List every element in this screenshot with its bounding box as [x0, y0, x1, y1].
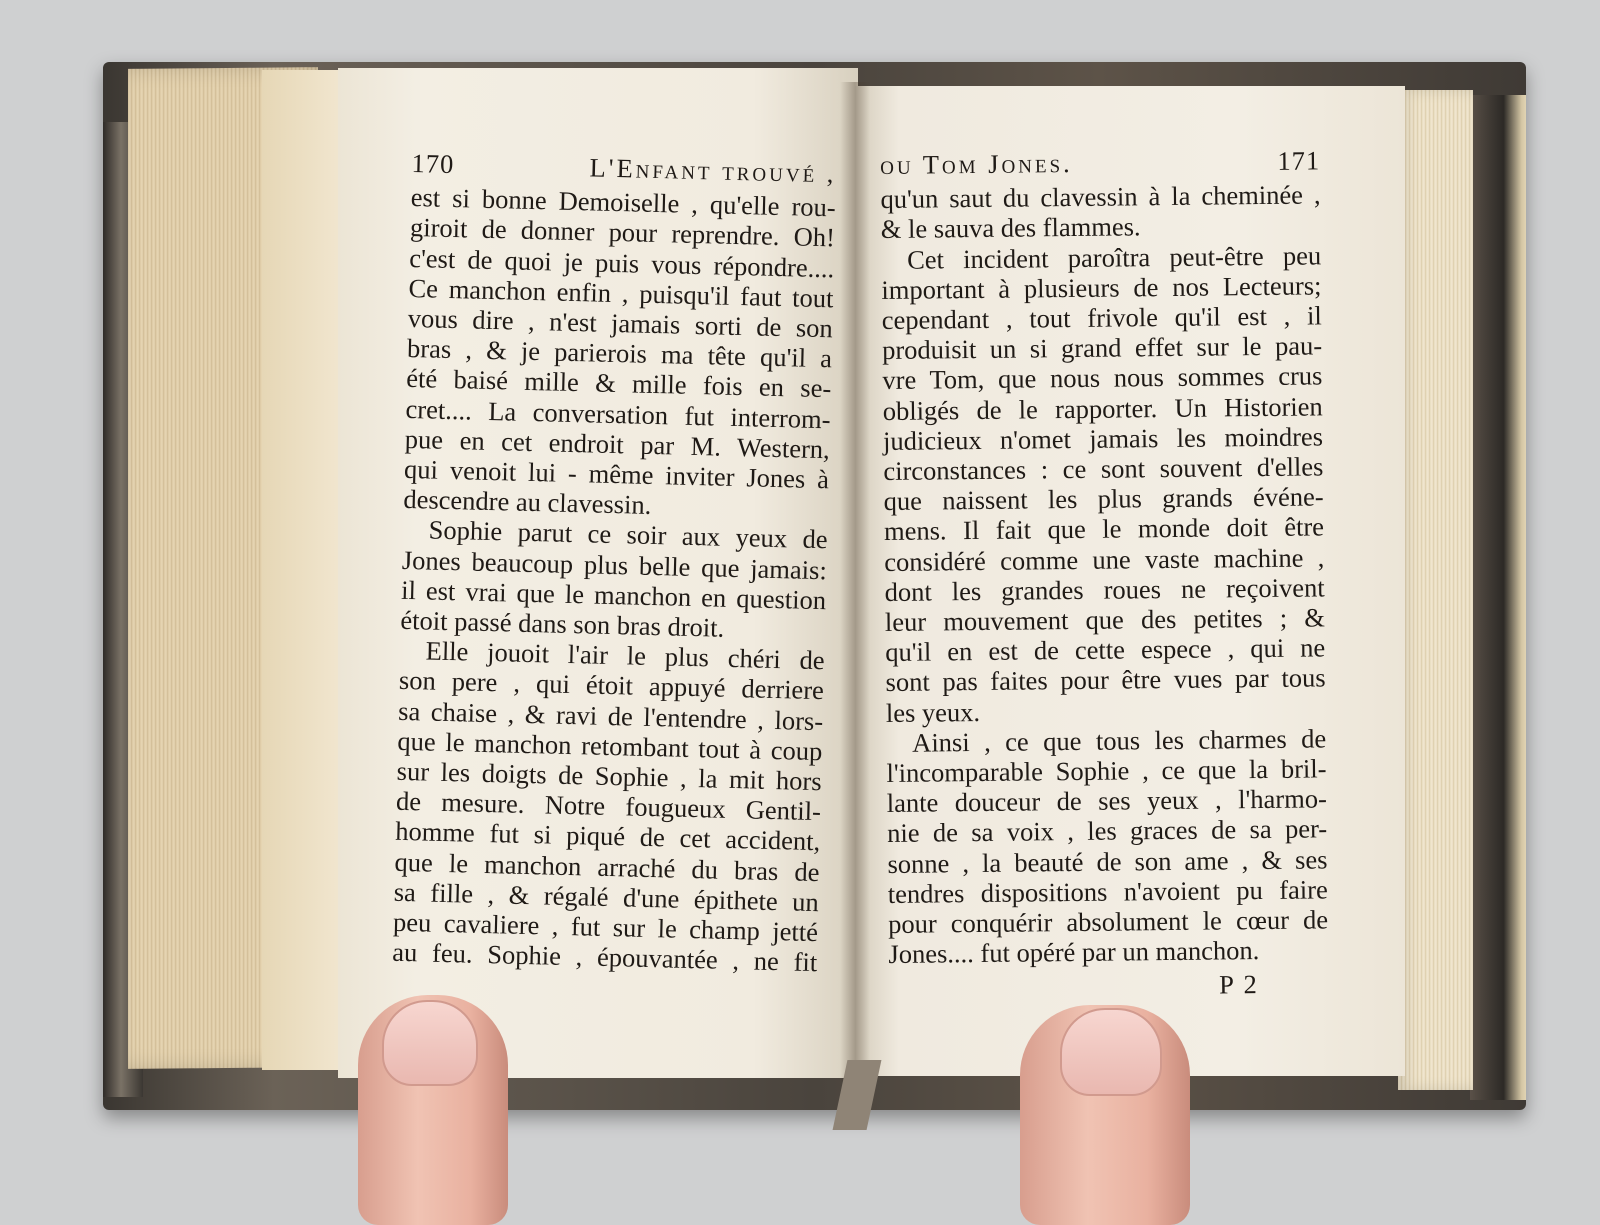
text-line: sa fille , & régalé d'une épithete un	[393, 876, 820, 918]
text-line: vre Tom, que nous nous sommes crus	[882, 360, 1323, 396]
book-gutter	[840, 82, 870, 1082]
text-line: dont les grandes roues ne reçoivent	[884, 572, 1325, 607]
text-line: sont pas faites pour être vues par tous	[885, 662, 1326, 698]
text-line: que naissent les plus grands événe-	[883, 481, 1324, 517]
left-thumbnail	[382, 1000, 478, 1086]
text-line: au feu. Sophie , épouvantée , ne fit	[391, 937, 818, 978]
text-line: cret.... La conversation fut interrom-	[405, 393, 831, 434]
left-running-title: L'Enfant trouvé ,	[589, 152, 837, 189]
text-line: lante douceur de ses yeux , l'harmo-	[886, 783, 1327, 819]
text-line: l'incomparable Sophie , ce que la bril-	[886, 753, 1327, 789]
text-line: descendre au clavessin.	[403, 484, 652, 521]
text-line: Elle jouoit l'air le plus chéri de	[425, 635, 825, 676]
right-page-text	[880, 145, 1329, 1003]
text-line: obligés de le rapporter. Un Historien	[882, 391, 1323, 426]
text-line: que le manchon retombant tout à coup	[397, 725, 823, 767]
text-line: de mesure. Notre fougueux Gentil-	[395, 786, 822, 827]
text-line: est si bonne Demoiselle , qu'elle rou-	[410, 182, 837, 223]
text-line: qu'un saut du clavessin à la cheminée ,	[880, 179, 1321, 215]
text-line: cependant , tout frivole qu'il est , il	[881, 300, 1322, 336]
right-page-number: 171	[1277, 145, 1321, 176]
text-line: homme fut si piqué de cet accident,	[394, 816, 821, 857]
text-line: judicieux n'omet jamais les moindres	[882, 421, 1324, 456]
text-line: été baisé mille & mille fois en se-	[406, 363, 832, 404]
text-line: sur les doigts de Sophie , la mit hors	[396, 755, 823, 797]
right-running-title: ou Tom Jones.	[880, 147, 1073, 180]
text-line: les yeux.	[885, 696, 981, 728]
text-line: giroit de donner pour reprendre. Oh!	[409, 212, 836, 253]
page-stack-left-fore	[262, 70, 342, 1070]
text-line: vous dire , n'est jamais sorti de son	[407, 302, 834, 344]
text-line: Cet incident paroîtra peut-être peu	[906, 239, 1322, 275]
text-line: Jones.... fut opéré par un manchon.	[888, 935, 1260, 970]
left-page-text	[392, 148, 837, 978]
cover-edge-right	[1470, 95, 1526, 1100]
text-line: sa chaise , & ravi de l'entendre , lors-	[397, 695, 824, 736]
text-line: c'est de quoi je puis vous répondre....	[408, 242, 835, 283]
text-line: considéré comme une vaste machine ,	[884, 542, 1325, 577]
text-line: leur mouvement que des petites ; &	[884, 602, 1326, 638]
text-line: produisit un si grand effet sur le pau-	[881, 330, 1323, 366]
text-line: circonstances : ce sont souvent d'elles	[883, 451, 1324, 487]
text-line: que le manchon arraché du bras de	[394, 846, 820, 887]
text-line: & le sauva des flammes.	[880, 211, 1141, 245]
text-line: Jones beaucoup plus belle que jamais:	[401, 544, 828, 585]
text-line: Ainsi , ce que tous les charmes de	[912, 723, 1327, 758]
text-line: son pere , qui étoit appuyé derriere	[398, 665, 825, 706]
text-line: qui venoit lui - même inviter Jones à	[403, 453, 830, 495]
page-stack-right	[1398, 90, 1473, 1090]
text-line: tendres dispositions n'avoient pu faire	[887, 874, 1328, 909]
text-line: étoit passé dans son bras droit.	[400, 604, 725, 643]
text-line: il est vrai que le manchon en question	[400, 574, 827, 616]
left-page-number: 170	[411, 148, 455, 180]
text-line: bras , & je parierois ma tête qu'il a	[406, 333, 833, 374]
text-line: mens. Il fait que le monde doit être	[883, 511, 1325, 547]
text-line: peu cavaliere , fut sur le champ jetté	[392, 906, 819, 948]
right-running-head	[880, 145, 1320, 180]
text-line: Sophie parut ce soir aux yeux de	[428, 514, 828, 555]
text-line: Ce manchon enfin , puisqu'il faut tout	[408, 272, 834, 314]
text-line: pour conquérir absolument le cœur de	[887, 904, 1329, 940]
text-line: pue en cet endroit par M. Western,	[404, 423, 831, 465]
right-thumbnail	[1060, 1008, 1162, 1096]
signature-mark: P 2	[1218, 969, 1259, 1000]
text-line: sonne , la beauté de son ame , & ses	[887, 844, 1328, 879]
text-line: nie de sa voix , les graces de sa per-	[887, 813, 1328, 849]
text-line: qu'il en est de cette espece , qui ne	[885, 632, 1326, 668]
text-line: important à plusieurs de nos Lecteurs;	[881, 270, 1322, 305]
